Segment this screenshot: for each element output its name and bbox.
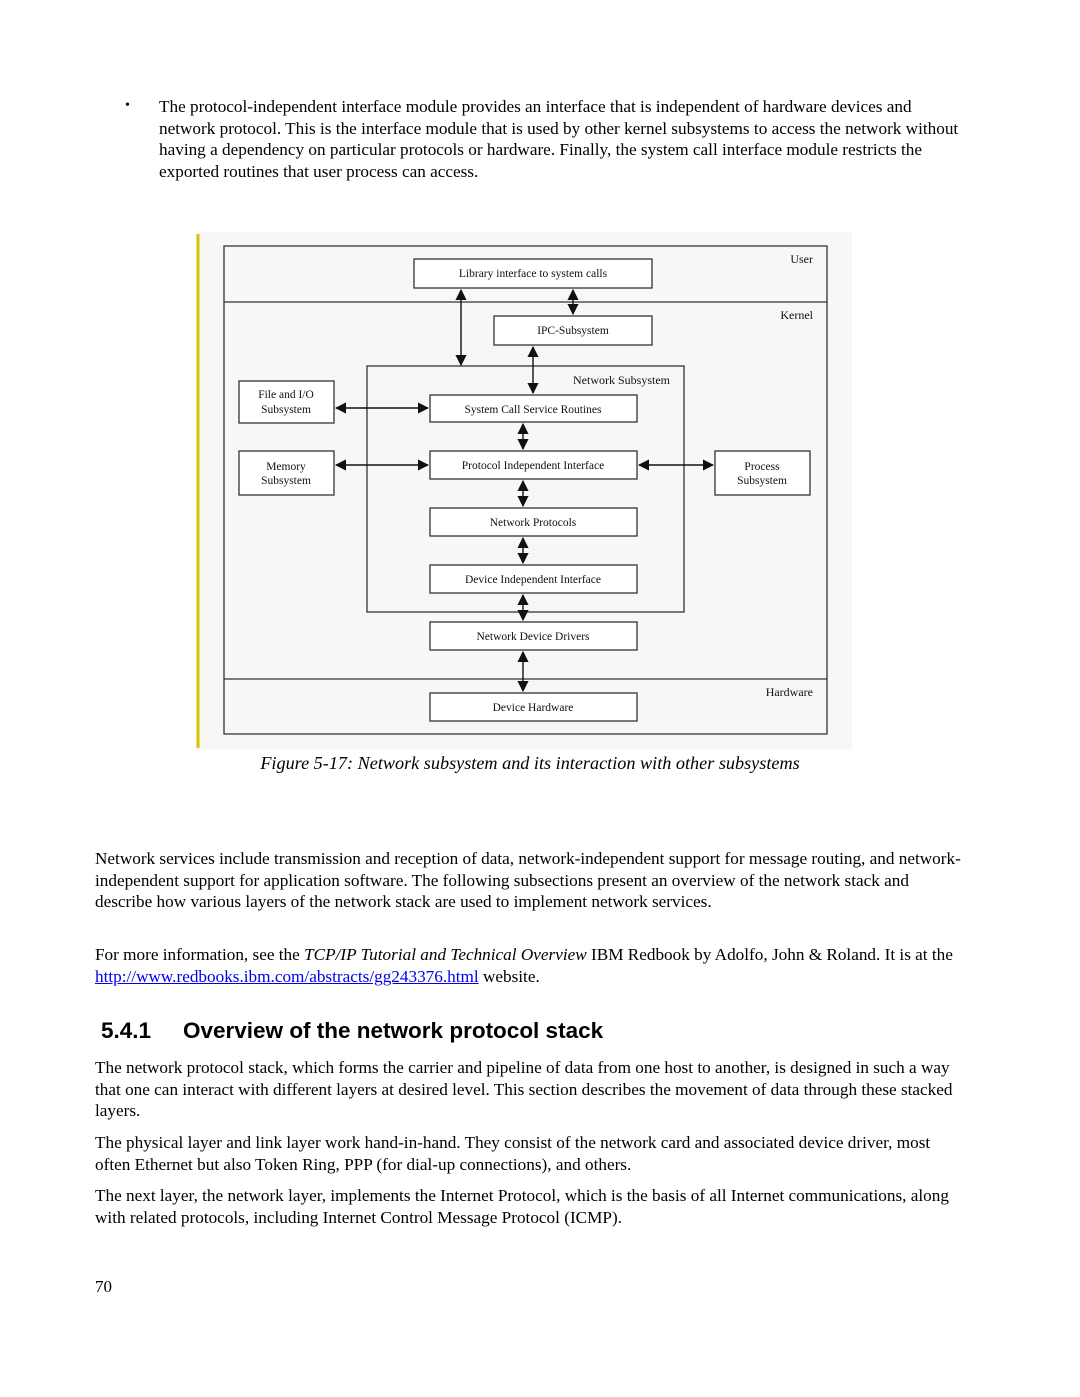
svg-text:Subsystem: Subsystem — [261, 404, 311, 416]
paragraph-more-information — [95, 944, 965, 987]
box-memory-subsystem — [239, 451, 334, 495]
network-subsystem-figure — [196, 232, 852, 750]
svg-text:Device Independent Interface: Device Independent Interface — [464, 574, 602, 586]
more-info-prefix: For more information, see the — [95, 945, 305, 964]
svg-text:System Call Service Routines: System Call Service Routines — [464, 404, 602, 416]
svg-text:Subsystem: Subsystem — [261, 475, 311, 487]
svg-text:Process: Process — [744, 461, 780, 473]
region-label-hardware: Hardware — [765, 685, 813, 699]
box-library-interface — [414, 259, 652, 288]
svg-text:Library interface to system ca: Library interface to system calls — [458, 268, 608, 280]
svg-text:File and I/O: File and I/O — [258, 389, 314, 401]
svg-text:Network Device Drivers: Network Device Drivers — [476, 631, 590, 643]
figure-diagram — [196, 232, 852, 750]
page-number: 70 — [95, 1277, 112, 1296]
redbook-link[interactable]: http://www.redbooks.ibm.com/abstracts/gg243376.html — [95, 966, 479, 986]
more-info-middle: IBM Redbook by Adolfo, John & Roland. It is at the — [586, 945, 953, 964]
paragraph-physical-layer: The physical layer and link layer work hand-in-hand. They consist of the network card and associated device driver, most often Ethernet but also Token Ring, PPP (for dial-up connections), and others. — [95, 1133, 931, 1174]
bullet-text: The protocol-independent interface module provides an interface that is independent of hardware devices and network protocol. This is the interface module that is used by other kernel subsystems to access the network without having a dependency on particular protocols or hardware. Finally, the system call interface module restricts the exported routines that user process can access. — [159, 97, 959, 181]
box-device-hardware — [430, 693, 637, 721]
paragraph-protocol-stack: The network protocol stack, which forms the carrier and pipeline of data from one host to another, is designed in such a way that one can interact with different layers at desired level. This section describes the movement of data through these stacked layers. — [95, 1058, 953, 1121]
svg-text:Device Hardware: Device Hardware — [492, 702, 574, 714]
paragraph-network-services: Network services include transmission and reception of data, network-independent support for message routing, and network-independent support for application software. The following subsections present an overview of the network stack and describe how various layers of the network stack are used to implement network services. — [95, 849, 961, 912]
svg-text:Memory: Memory — [266, 461, 306, 473]
paragraph-network-layer: The next layer, the network layer, implements the Internet Protocol, which is the basis of all Internet communications, along with related protocols, including Internet Control Message Protocol (ICMP). — [95, 1186, 949, 1227]
svg-text:IPC-Subsystem: IPC-Subsystem — [537, 325, 609, 337]
redbook-title: TCP/IP Tutorial and Technical Overview — [304, 945, 587, 964]
box-system-call-service-routines — [430, 395, 637, 422]
bullet-symbol: • — [125, 98, 130, 113]
svg-text:Network Protocols: Network Protocols — [489, 517, 577, 529]
region-label-user: User — [790, 252, 813, 266]
figure-caption: Figure 5-17: Network subsystem and its interaction with other subsystems — [260, 753, 800, 773]
box-device-independent-interface — [430, 565, 637, 593]
section-number: 5.4.1 — [101, 1018, 152, 1043]
region-label-kernel: Kernel — [780, 308, 813, 322]
box-network-device-drivers — [430, 622, 637, 650]
svg-text:Protocol Independent Interface: Protocol Independent Interface — [461, 460, 605, 472]
section-heading — [101, 1017, 603, 1045]
box-file-io-subsystem — [239, 381, 334, 423]
section-title: Overview of the network protocol stack — [183, 1018, 604, 1043]
network-subsystem-label: Network Subsystem — [573, 373, 670, 387]
box-ipc-subsystem — [494, 316, 652, 345]
box-network-protocols — [430, 508, 637, 536]
more-info-suffix: website. — [478, 966, 540, 986]
box-protocol-independent-interface — [430, 451, 637, 479]
svg-text:Subsystem: Subsystem — [737, 475, 787, 487]
box-process-subsystem — [715, 451, 810, 495]
